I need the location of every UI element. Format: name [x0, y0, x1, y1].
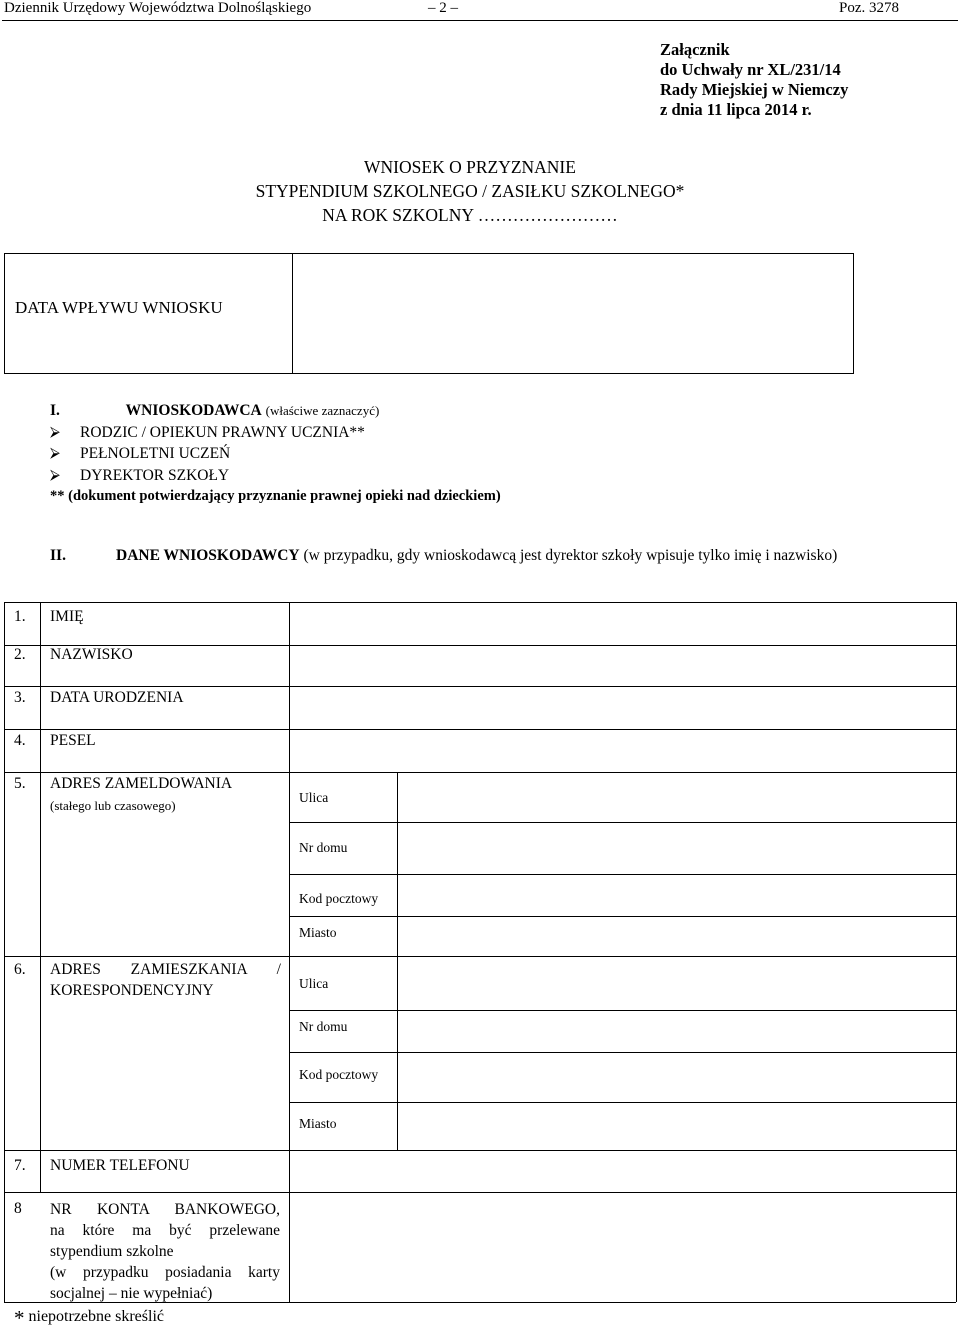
- birth-date-label: DATA URODZENIA: [50, 689, 184, 706]
- residence-street-field[interactable]: [399, 958, 955, 1009]
- annex-block: [660, 40, 848, 120]
- registered-street-field[interactable]: [399, 774, 955, 821]
- table-row-border: [4, 602, 956, 603]
- table-row-border: [289, 1052, 956, 1053]
- table-border: [4, 602, 5, 1192]
- residence-address-label: ADRES ZAMIESZKANIA /: [50, 961, 281, 978]
- publication-name: Dziennik Urzędowy Województwa Dolnośląskiego: [4, 0, 312, 16]
- position-number: Poz. 3278: [839, 0, 899, 16]
- table-row-border: [4, 729, 956, 730]
- bank-account-field[interactable]: [291, 1194, 955, 1301]
- table-border: [4, 1192, 5, 1302]
- table-row-border: [289, 916, 956, 917]
- page-number: – 2 –: [428, 0, 458, 16]
- table-border: [397, 772, 398, 1150]
- option-label: DYREKTOR SZKOŁY: [80, 466, 230, 484]
- registered-address-label: ADRES ZAMELDOWANIA: [50, 775, 233, 792]
- registered-city-field[interactable]: [399, 918, 955, 955]
- pesel-field[interactable]: [291, 731, 955, 771]
- first-name-field[interactable]: [291, 604, 955, 644]
- bank-account-label: NR KONTA BANKOWEGO, na które ma być przelewane stypendium szkolne (w przypadku posiadania karty socjalnej – nie wypełniać): [50, 1201, 280, 1302]
- annex-line: z dnia 11 lipca 2014 r.: [660, 100, 812, 119]
- title-line: WNIOSEK O PRZYZNANIE: [364, 157, 576, 177]
- arrow-bullet-icon: ⮚: [50, 467, 60, 483]
- table-row-border: [289, 874, 956, 875]
- registered-postal-field[interactable]: [399, 876, 955, 915]
- annex-line: Załącznik: [660, 40, 730, 59]
- form-title: [150, 155, 790, 227]
- house-number-label: Nr domu: [299, 840, 348, 855]
- receipt-divider: [292, 254, 293, 373]
- receipt-date-label: DATA WPŁYWU WNIOSKU: [15, 298, 223, 317]
- registered-house-field[interactable]: [399, 824, 955, 873]
- section-hint: (w przypadku, gdy wnioskodawcą jest dyrektor szkoły wpisuje tylko imię i nazwisko): [303, 547, 838, 564]
- house-number-label: Nr domu: [299, 1019, 348, 1034]
- residence-address-label: KORESPONDENCYJNY: [50, 982, 214, 999]
- footnote: [14, 1306, 164, 1331]
- guardianship-note: ** (dokument potwierdzający przyznanie prawnej opieki nad dzieckiem): [50, 488, 501, 504]
- postal-code-label: Kod pocztowy: [299, 891, 379, 906]
- option-label: PEŁNOLETNI UCZEŃ: [80, 445, 231, 462]
- annex-line: do Uchwały nr XL/231/14: [660, 60, 841, 79]
- row-number: 3.: [14, 689, 26, 706]
- table-row-border: [289, 1102, 956, 1103]
- birth-date-field[interactable]: [291, 688, 955, 728]
- street-label: Ulica: [299, 976, 329, 991]
- applicant-option[interactable]: [50, 465, 501, 487]
- row-number: 5.: [14, 775, 26, 792]
- section-applicant-type: [50, 400, 501, 508]
- phone-field[interactable]: [291, 1152, 955, 1191]
- postal-code-label: Kod pocztowy: [299, 1067, 379, 1082]
- section-heading: WNIOSKODAWCA: [125, 402, 262, 419]
- table-border: [40, 602, 41, 1192]
- city-label: Miasto: [299, 925, 337, 940]
- arrow-bullet-icon: ⮚: [50, 424, 60, 440]
- header-rule: [2, 20, 958, 21]
- row-number: 6.: [14, 961, 26, 978]
- residence-city-field[interactable]: [399, 1104, 955, 1149]
- table-row-border: [289, 822, 956, 823]
- title-line: NA ROK SZKOLNY ……………………: [322, 205, 618, 225]
- section-number: II.: [50, 547, 66, 564]
- residence-postal-field[interactable]: [399, 1054, 955, 1101]
- row-number: 1.: [14, 608, 26, 625]
- footnote-text: niepotrzebne skreślić: [28, 1308, 164, 1325]
- phone-label: NUMER TELEFONU: [50, 1157, 190, 1174]
- row-number: 7.: [14, 1157, 26, 1174]
- section-hint: (właściwe zaznaczyć): [265, 403, 380, 418]
- annex-line: Rady Miejskiej w Niemczy: [660, 80, 849, 99]
- asterisk: *: [14, 1306, 25, 1330]
- first-name-label: IMIĘ: [50, 608, 84, 625]
- arrow-bullet-icon: ⮚: [50, 446, 60, 461]
- applicant-option[interactable]: [50, 422, 501, 444]
- receipt-date-box: [4, 253, 854, 374]
- table-row-border: [4, 1150, 956, 1151]
- section-heading: DANE WNIOSKODAWCY: [116, 547, 300, 564]
- last-name-label: NAZWISKO: [50, 646, 133, 663]
- row-number: 8: [14, 1200, 22, 1217]
- row-number: 4.: [14, 732, 26, 749]
- table-border: [956, 602, 957, 1302]
- table-row-border: [4, 686, 956, 687]
- street-label: Ulica: [299, 790, 329, 805]
- table-row-border: [4, 1192, 956, 1193]
- table-row-border: [4, 772, 956, 773]
- pesel-label: PESEL: [50, 732, 96, 749]
- table-border: [289, 602, 290, 1302]
- row-number: 2.: [14, 646, 26, 663]
- page-header: [0, 0, 960, 20]
- section-number: I.: [50, 402, 60, 419]
- applicant-option[interactable]: [50, 443, 501, 465]
- option-label: RODZIC / OPIEKUN PRAWNY UCZNIA**: [80, 423, 365, 441]
- residence-house-field[interactable]: [399, 1012, 955, 1051]
- title-line: STYPENDIUM SZKOLNEGO / ZASIŁKU SZKOLNEGO*: [255, 181, 685, 201]
- table-row-border: [289, 1010, 956, 1011]
- table-row-border: [4, 645, 956, 646]
- city-label: Miasto: [299, 1116, 337, 1131]
- registered-address-sublabel: (stałego lub czasowego): [50, 798, 176, 813]
- section-description: [116, 545, 914, 566]
- last-name-field[interactable]: [291, 647, 955, 685]
- table-row-border: [4, 956, 956, 957]
